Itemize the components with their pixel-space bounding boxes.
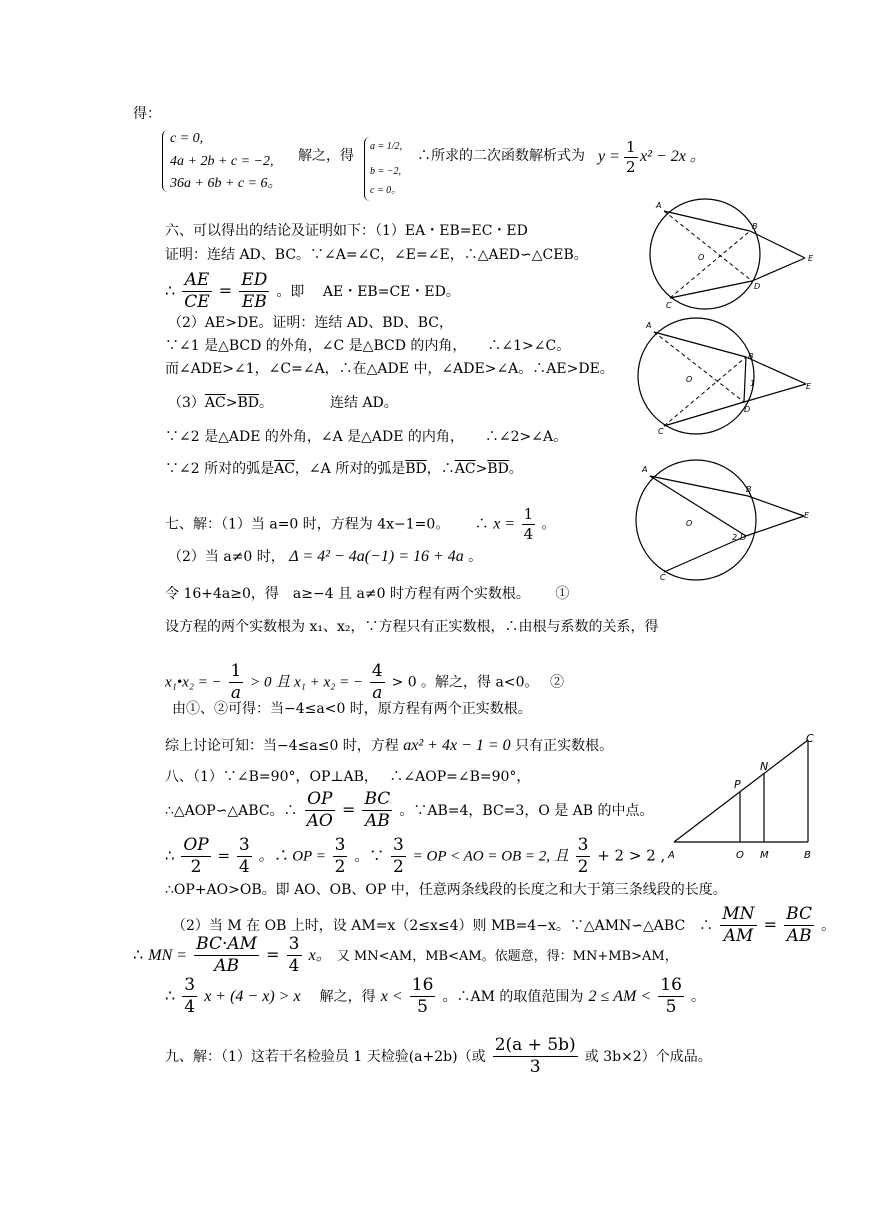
circle-figure-3 xyxy=(628,456,818,582)
label-A: A xyxy=(668,850,675,861)
result-text: ∴所求的二次函数解析式为 xyxy=(417,148,585,164)
brace-left xyxy=(162,130,169,192)
label-angle-2: 2 xyxy=(732,533,738,542)
section-6-connect: 连结 AD。 xyxy=(330,395,398,411)
label-O: O xyxy=(736,850,744,861)
solution-b: b = −2, xyxy=(370,166,401,177)
label-C: C xyxy=(658,427,664,436)
section-7-roots: 设方程的两个实数根为 x₁、x₂，∵方程只有正实数根，∴由根与系数的关系，得 xyxy=(165,619,659,635)
label-A: A xyxy=(642,465,648,474)
section-7-part1: 七、解：（1）当 a=0 时，方程为 4x−1=0。 ∴ x = $\frac{1}{4}$ 。 xyxy=(165,505,556,543)
section-7-part2: （2）当 a≠0 时， Δ = 4² − 4a(−1) = 16 + 4a 。 xyxy=(168,548,483,565)
label-C: C xyxy=(660,573,666,582)
section-6-part3: $(3)\overline{AC}>\overline{BD}$。 xyxy=(168,395,273,411)
label-P: P xyxy=(734,778,741,791)
section-8-ratio: ∴ $\frac{OP}{2}$ = $\frac{3}{4}$ 。∴ OP = $\frac{3}{2}$ 。∵ $\frac{3}{2}$ = OP < AO = OB = 2, 且 $\frac{3}{2}$ + 2 > 2 , xyxy=(165,835,666,877)
label-B: B xyxy=(746,485,752,494)
label-B: B xyxy=(752,222,758,231)
label-B: B xyxy=(748,352,754,361)
section-8-part1: 八、（1）∵∠B=90°，OP⊥AB， ∴∠AOP=∠B=90°， xyxy=(165,769,531,785)
circle-figure-2 xyxy=(628,314,818,438)
triangle-figure xyxy=(660,726,824,866)
section-8-inequality: ∴ $\frac{3}{4}$ x + (4 − x) > x 解之，得 x < $\frac{16}{5}$ 。∴AM 的取值范围为 2 ≤ AM < $\frac{16}{5}$ 。 xyxy=(165,975,705,1017)
section-6-adE: 而∠ADE>∠1，∠C=∠A，∴在△ADE 中，∠ADE>∠A。∴AE>DE。 xyxy=(165,361,614,377)
text-de: 得： xyxy=(133,106,161,122)
label-B: B xyxy=(804,850,811,861)
label-angle-1: 1 xyxy=(750,379,756,388)
label-E: E xyxy=(804,511,810,520)
section-7-conclusion: 由①、②可得：当−4≤a<0 时，原方程有两个正实数根。 xyxy=(172,701,532,717)
label-N: N xyxy=(760,760,769,773)
equation-3: 36a + 6b + c = 6。 xyxy=(170,176,282,191)
section-6-angle1: ∵∠1 是△BCD 的外角，∠C 是△BCD 的内角， ∴∠1>∠C。 xyxy=(165,338,571,354)
solve-label: 解之，得 xyxy=(298,148,354,164)
equation-2: 4a + 2b + c = −2, xyxy=(170,154,274,169)
section-6-arcs: ∵∠2 所对的弧是$\overline{AC}$，∠A 所对的弧是$\overline{BD}$，$\therefore\overline{AC}>\overline{BD}$。 xyxy=(165,461,523,477)
result-frac: $\frac{1}{2}$ xyxy=(626,138,636,176)
result-y: y = xyxy=(598,148,620,165)
label-M: M xyxy=(760,850,769,861)
section-8-similar: ∴△AOP∽△ABC。∴ $\frac{OP}{AO}$ = $\frac{BC}{AB}$ 。∵AB=4，BC=3，O 是 AB 的中点。 xyxy=(165,789,654,831)
section-6-part2: （2）AE>DE。证明：连结 AD、BD、BC， xyxy=(168,315,453,331)
result-tail: x² − 2x 。 xyxy=(640,148,706,165)
section-7-condition: 令 16+4a≥0，得 a≥−4 且 a≠0 时方程有两个实数根。 ① xyxy=(165,586,570,602)
circle-figure-1 xyxy=(640,196,825,312)
label-D: D xyxy=(754,282,761,291)
label-O: O xyxy=(698,253,705,262)
section-7-summary: 综上讨论可知：当−4≤a≤0 时，方程 ax² + 4x − 1 = 0 只有正实数根。 xyxy=(165,737,614,754)
label-D: D xyxy=(740,533,747,542)
label-D: D xyxy=(744,405,751,414)
solution-a: a = 1/2, xyxy=(370,141,403,152)
label-C: C xyxy=(806,732,814,745)
section-6-angle2: ∵∠2 是△ADE 的外角，∠A 是△ADE 的内角， ∴∠2>∠A。 xyxy=(165,429,568,445)
label-E: E xyxy=(808,254,814,263)
equation-1: c = 0, xyxy=(170,131,204,146)
section-8-mn: ∴ MN = $\frac{BC\cdot AM}{AB}$ = $\frac{3}{4}$ x。 又 MN<AM，MB<AM。依题意，得：MN+MB>AM， xyxy=(133,934,678,976)
section-8-part2: （2）当 M 在 OB 上时，设 AM=x（2≤x≤4）则 MB=4−x。∵△AMN∽△ABC ∴ $\frac{MN}{AM}$ = $\frac{BC}{AB}$ 。 xyxy=(172,904,836,946)
section-7-vieta: x₁•x₂ = − $\frac{1}{a}$ > 0 且 x₁ + x₂ = − $\frac{4}{a}$ > 0 。解之，得 a<0。 ② xyxy=(165,661,564,703)
label-E: E xyxy=(806,382,812,391)
label-C: C xyxy=(666,301,672,310)
section-6-ratio: ∴ $\frac{AE}{CE}$ = $\frac{ED}{EB}$ 。即 AE・EB=CE・ED。 xyxy=(165,270,460,312)
label-A: A xyxy=(656,201,662,210)
section-6-title: 六、可以得出的结论及证明如下：（1）EA・EB=EC・ED xyxy=(165,223,528,239)
section-6-proof: 证明：连结 AD、BC。∵∠A=∠C，∠E=∠E，∴△AED∽△CEB。 xyxy=(165,247,588,263)
section-8-triangle: ∴OP+AO>OB。即 AO、OB、OP 中，任意两条线段的长度之和大于第三条线段的长度。 xyxy=(165,882,727,898)
label-O: O xyxy=(686,519,693,528)
label-O: O xyxy=(686,375,693,384)
solution-c: c = 0。 xyxy=(370,185,402,196)
label-A: A xyxy=(646,321,652,330)
section-9-part1: 九、解：（1）这若干名检验员 1 天检验(a+2b)（或 $\frac{2(a + 5b)}{3}$ 或 3b×2）个成品。 xyxy=(165,1035,712,1077)
